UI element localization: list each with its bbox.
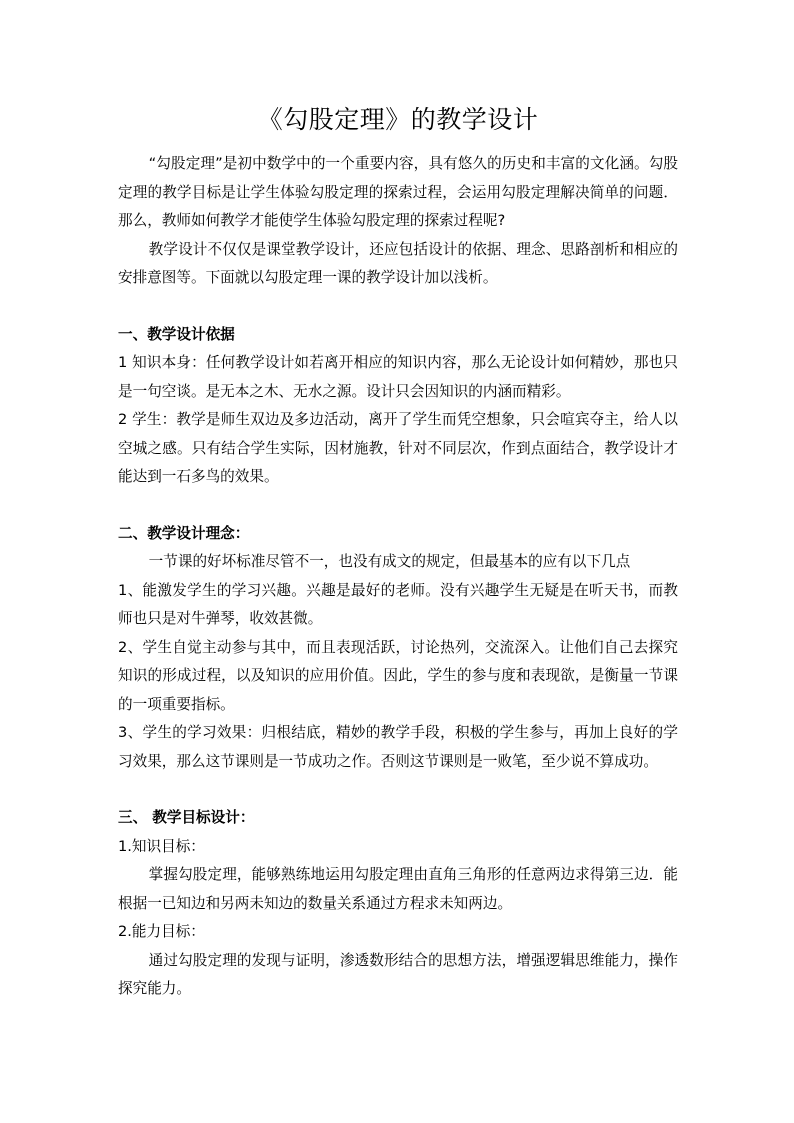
section-2-item-1: 1、能激发学生的学习兴趣。兴趣是最好的老师。没有兴趣学生无疑是在听天书，而教师也只是对牛弹琴，收效甚微。: [118, 581, 678, 627]
section-3-heading: 三、 教学目标设计：: [118, 809, 255, 826]
goal-1-text: 掌握勾股定理，能够熟练地运用勾股定理由直角三角形的任意两边求得第三边．能根据一已知边和另两未知边的数量关系通过方程求未知两边。: [118, 866, 678, 912]
section-2-item-2: 2、学生自觉主动参与其中，而且表现活跃，讨论热列，交流深入。让他们自己去探究知识的形成过程，以及知识的应用价值。因此，学生的参与度和表现欲，是衡量一节课的一项重要指标。: [118, 638, 678, 713]
section-2-item-3: 3、学生的学习效果：归根结底，精妙的教学手段，积极的学生参与，再加上良好的学习效果，那么这节课则是一节成功之作。否则这节课则是一败笔，至少说不算成功。: [118, 724, 678, 770]
intro-paragraph-1: “勾股定理”是初中数学中的一个重要内容，具有悠久的历史和丰富的文化涵。勾股定理的教学目标是让学生体验勾股定理的探索过程，会运用勾股定理解决简单的问题．那么，教师如何教学才能使学生体验勾股定理的探索过程呢?: [118, 155, 678, 229]
section-1-item-1: 1 知识本身：任何教学设计如若离开相应的知识内容，那么无论设计如何精妙，那也只是一句空谈。是无本之木、无水之源。设计只会因知识的内涵而精彩。: [118, 354, 678, 400]
goal-2-text: 通过勾股定理的发现与证明，渗透数形结合的思想方法，增强逻辑思维能力，操作探究能力。: [118, 951, 678, 997]
document-title: 《勾股定理》的教学设计: [257, 105, 539, 134]
document-page: [118, 100, 678, 1004]
section-1-heading: 一、教学设计依据: [118, 325, 235, 343]
goal-1-label: 1.知识目标：: [118, 837, 205, 855]
section-1-item-2: 2 学生：教学是师生双边及多边活动，离开了学生而凭空想象，只会喧宾夺主，给人以空城之感。只有结合学生实际，因材施教，针对不同层次，作到点面结合，教学设计才能达到一石多鸟的效果。: [118, 411, 678, 485]
section-2-heading: 二、教学设计理念：: [118, 524, 250, 542]
spacer: [118, 293, 678, 321]
section-2-lead: 一节课的好坏标准尽管不一，也没有成文的规定，但最基本的应有以下几点: [148, 553, 631, 570]
goal-2-label: 2.能力目标：: [118, 923, 205, 940]
intro-paragraph-2: 教学设计不仅仅是课堂教学设计，还应包括设计的依据、理念、思路剖析和相应的安排意图等。下面就以勾股定理一课的教学设计加以浅析。: [118, 240, 678, 286]
spacer: [118, 776, 678, 804]
spacer: [118, 492, 678, 520]
